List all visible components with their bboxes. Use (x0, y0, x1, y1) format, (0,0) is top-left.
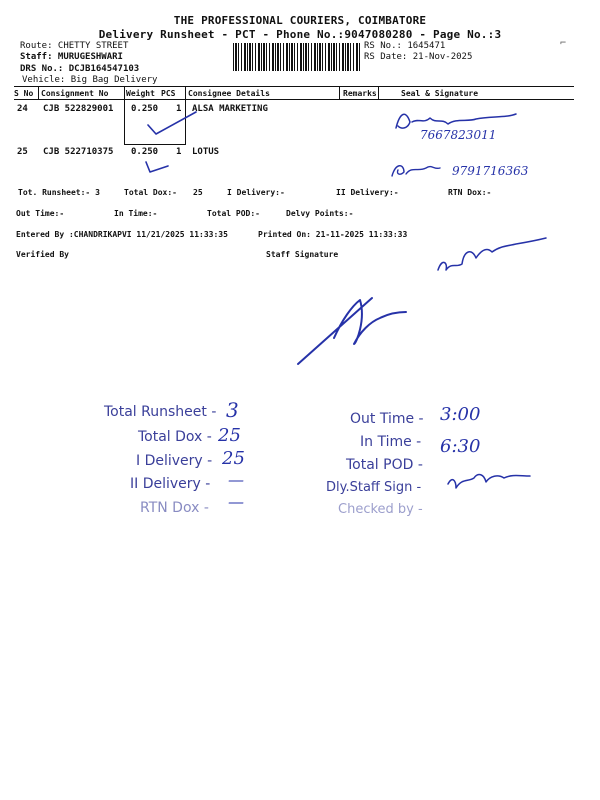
stamp-label: Out Time - (350, 411, 424, 427)
ii-delivery: II Delivery:- (336, 188, 399, 197)
stamp-value: — (228, 470, 244, 489)
stamp-value: 25 (222, 448, 245, 469)
drs-number: DRS No.: DCJB164547103 (20, 64, 140, 74)
stamp-label: Total Dox - (138, 429, 212, 445)
i-delivery: I Delivery:- (227, 188, 285, 197)
col-sno: S No (14, 89, 34, 98)
row-consignee: ALSA MARKETING (192, 104, 268, 114)
rs-number: RS No.: 1645471 (364, 41, 446, 51)
col-seal: Seal & Signature (401, 89, 479, 98)
delvy-points: Delvy Points:- (286, 209, 354, 218)
col-weight: Weight (126, 89, 155, 98)
stamp-label: RTN Dox - (140, 500, 209, 516)
printed-on: Printed On: 21-11-2025 11:33:33 (258, 230, 408, 239)
total-pod: Total POD:- (207, 209, 260, 218)
col-consignment: Consignment No (41, 89, 109, 98)
row-consignment: CJB 522829001 (43, 104, 114, 114)
signature-2 (392, 166, 440, 176)
out-time: Out Time:- (16, 209, 65, 218)
tick-mark (146, 162, 168, 172)
total-dox-value: 25 (193, 188, 203, 197)
col-remarks: Remarks (343, 89, 377, 98)
row-consignment: CJB 522710375 (43, 147, 114, 157)
route-label: Route: CHETTY STREET (20, 41, 129, 51)
stamp-label: Total POD - (346, 457, 423, 473)
verified-by: Verified By (16, 250, 69, 259)
tot-runsheet: Tot. Runsheet:- 3 (18, 188, 100, 197)
col-pcs: PCS (161, 89, 176, 98)
stamp-label: Dly.Staff Sign - (326, 480, 422, 495)
stamp-value: — (228, 492, 244, 511)
stamp-label: Total Runsheet - (104, 404, 217, 420)
rs-date: RS Date: 21-Nov-2025 (364, 52, 473, 62)
tick-mark (148, 112, 196, 134)
stamp-label: II Delivery - (130, 476, 211, 492)
staff-signature-stroke (298, 298, 406, 364)
signature-1 (396, 114, 516, 128)
row-weight: 0.250 (131, 147, 159, 157)
row-sno: 24 (17, 104, 28, 114)
in-time: In Time:- (114, 209, 158, 218)
stamp-value: 6:30 (440, 436, 481, 457)
stamp-value: 3:00 (440, 404, 481, 425)
company-title: THE PROFESSIONAL COURIERS, COIMBATORE (173, 14, 427, 27)
row-pcs: 1 (176, 104, 182, 114)
row-pcs: 1 (176, 147, 182, 157)
stamp-value: 3 (226, 398, 239, 422)
total-dox-label: Total Dox:- (124, 188, 177, 197)
vehicle-label: Vehicle: Big Bag Delivery (22, 75, 158, 85)
row-sno: 25 (17, 147, 28, 157)
row-consignee: LOTUS (192, 147, 220, 157)
corner-mark: ⌐ (560, 38, 567, 49)
rtn-dox: RTN Dox:- (448, 188, 492, 197)
col-consignee: Consignee Details (188, 89, 270, 98)
staff-label: Staff: MURUGESHWARI (20, 52, 123, 62)
stamp-label: Checked by - (338, 502, 423, 517)
staff-signature-label: Staff Signature (266, 250, 339, 259)
signature-3 (438, 238, 546, 270)
stamp-value: 25 (218, 425, 241, 446)
handwritten-phone-2: 9791716363 (452, 164, 529, 178)
row-weight: 0.250 (131, 104, 159, 114)
handwritten-phone-1: 7667823011 (420, 128, 497, 142)
dly-staff-signature (448, 475, 530, 488)
runsheet-subtitle: Delivery Runsheet - PCT - Phone No.:9047080280 - Page No.:3 (98, 28, 502, 41)
stamp-label: I Delivery - (136, 453, 213, 469)
stamp-label: In Time - (360, 434, 422, 450)
entered-by: Entered By :CHANDRIKAPVI 11/21/2025 11:33:35 (16, 230, 228, 239)
